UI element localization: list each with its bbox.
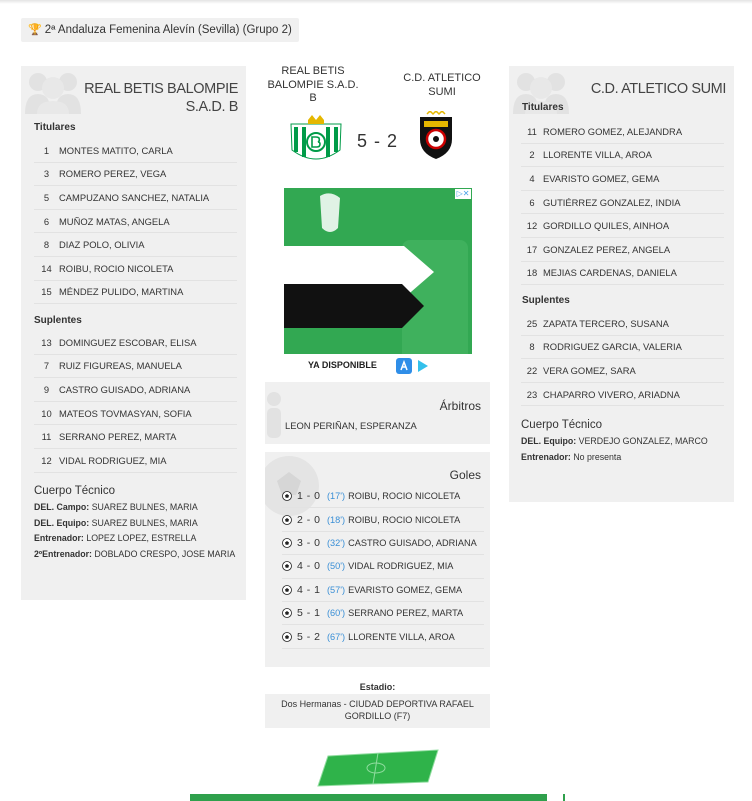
- player-name[interactable]: LLORENTE VILLA, AROA: [543, 149, 652, 161]
- player-number: 11: [527, 125, 537, 137]
- player-name[interactable]: MUÑOZ MATAS, ANGELA: [59, 215, 170, 227]
- player-name[interactable]: VERA GOMEZ, SARA: [543, 364, 636, 376]
- player-row[interactable]: [34, 378, 237, 402]
- player-name[interactable]: GONZALEZ PEREZ, ANGELA: [543, 243, 671, 255]
- goal-score: 4 - 1: [297, 583, 321, 596]
- referee-person-icon: [265, 390, 285, 440]
- referees-panel: [265, 382, 490, 444]
- player-row[interactable]: [34, 233, 237, 257]
- player-row[interactable]: [521, 312, 724, 336]
- staff-role: Entrenador:: [34, 533, 84, 544]
- player-row[interactable]: [34, 449, 237, 473]
- bottom-advertisement[interactable]: [190, 794, 565, 801]
- soccer-ball-icon: [282, 632, 292, 642]
- staff-role: DEL. Equipo:: [521, 436, 577, 446]
- player-name[interactable]: CASTRO GUISADO, ADRIANA: [59, 383, 191, 395]
- player-row[interactable]: [521, 191, 724, 215]
- player-name[interactable]: RODRIGUEZ GARCIA, VALERIA: [543, 341, 682, 353]
- goal-scorer[interactable]: ROIBU, ROCIO NICOLETA: [348, 514, 461, 525]
- top-divider: [0, 0, 752, 4]
- player-number: 25: [526, 317, 538, 329]
- referee-name: LEON PERIÑAN, ESPERANZA: [285, 420, 417, 431]
- staff-row: [34, 500, 244, 516]
- atletico-sumi-crest-icon[interactable]: [418, 111, 454, 161]
- goal-scorer[interactable]: VIDAL RODRIGUEZ, MIA: [348, 561, 454, 572]
- player-number: 10: [41, 407, 52, 419]
- player-number: 5: [43, 191, 50, 203]
- player-row[interactable]: [521, 120, 724, 144]
- goal-score: 3 - 0: [297, 536, 321, 549]
- home-starters-list: [34, 139, 237, 304]
- stadium-label: Estadio:: [359, 682, 396, 692]
- home-subs-label: Suplentes: [34, 315, 82, 326]
- staff-row: [34, 531, 244, 547]
- player-name[interactable]: DIAZ POLO, OLIVIA: [59, 239, 145, 251]
- home-subs-list: [34, 331, 237, 473]
- staff-name: SUAREZ BULNES, MARIA: [91, 502, 198, 512]
- referees-title: Árbitros: [439, 399, 481, 413]
- goal-score: 4 - 0: [297, 560, 321, 573]
- player-number: 7: [43, 360, 50, 372]
- player-number: 18: [526, 267, 538, 279]
- player-name[interactable]: ROMERO PEREZ, VEGA: [59, 168, 167, 180]
- goals-list: [282, 485, 484, 649]
- player-number: 8: [529, 341, 535, 353]
- scoreboard-home-name[interactable]: REAL BETIS BALOMPIE S.A.D. B: [267, 65, 359, 104]
- away-staff-title: Cuerpo Técnico: [521, 419, 602, 431]
- ad-close-icon[interactable]: ▷✕: [456, 189, 470, 198]
- staff-row: [521, 450, 731, 466]
- goal-score: 5 - 2: [297, 630, 321, 643]
- away-team-panel: [509, 66, 734, 502]
- away-staff-list: [521, 434, 731, 465]
- player-row[interactable]: [521, 336, 724, 360]
- goals-panel: [265, 452, 490, 667]
- match-score: 5 - 2: [356, 131, 399, 151]
- player-row[interactable]: [521, 238, 724, 262]
- player-number: 6: [529, 196, 535, 208]
- staff-row: [521, 434, 731, 450]
- away-subs-list: [521, 312, 724, 406]
- competition-badge[interactable]: [21, 18, 299, 42]
- staff-role: DEL. Campo:: [34, 502, 90, 512]
- player-row[interactable]: [521, 383, 724, 407]
- player-row[interactable]: [34, 331, 237, 355]
- player-row[interactable]: [521, 167, 724, 191]
- player-name[interactable]: ROMERO GOMEZ, ALEJANDRA: [543, 125, 683, 137]
- goal-minute: (17'): [327, 491, 346, 502]
- advertisement-banner[interactable]: [284, 188, 472, 376]
- player-name[interactable]: MÉNDEZ PULIDO, MARTINA: [59, 286, 184, 298]
- player-number: 8: [43, 239, 50, 251]
- ad-cta-text: YA DISPONIBLE: [308, 360, 377, 370]
- player-row[interactable]: [521, 144, 724, 168]
- soccer-ball-icon: [282, 561, 292, 571]
- goal-score: 1 - 0: [297, 490, 321, 503]
- goal-row: [282, 508, 484, 531]
- goals-title: Goles: [449, 468, 481, 482]
- staff-name: VERDEJO GONZALEZ, MARCO: [578, 436, 708, 446]
- player-name[interactable]: GORDILLO QUILES, AINHOA: [543, 220, 670, 232]
- goal-scorer[interactable]: ROIBU, ROCIO NICOLETA: [348, 491, 461, 502]
- app-store-icon[interactable]: [396, 358, 412, 374]
- player-row[interactable]: [521, 359, 724, 383]
- away-team-title: C.D. ATLETICO SUMI: [590, 81, 726, 97]
- soccer-ball-icon: [282, 491, 292, 501]
- staff-name: No presenta: [573, 451, 622, 462]
- goal-scorer[interactable]: CASTRO GUISADO, ADRIANA: [348, 537, 477, 548]
- player-name[interactable]: RUIZ FIGUREAS, MANUELA: [59, 360, 182, 372]
- goal-row: [282, 579, 484, 602]
- staff-name: LOPEZ LOPEZ, ESTRELLA: [86, 533, 197, 544]
- soccer-ball-icon: [282, 585, 292, 595]
- soccer-ball-icon: [282, 515, 292, 525]
- player-row[interactable]: [34, 210, 237, 234]
- away-starters-label: Titulares: [522, 102, 564, 113]
- staff-row: [34, 516, 244, 532]
- trophy-icon: 🏆: [28, 24, 42, 36]
- goal-minute: (18'): [327, 514, 346, 525]
- goal-minute: (57'): [327, 584, 346, 595]
- soccer-ball-icon: [282, 608, 292, 618]
- player-number: 14: [41, 262, 52, 274]
- stadium-name[interactable]: Dos Hermanas - CIUDAD DEPORTIVA RAFAEL GORDILLO (F7): [265, 694, 490, 728]
- competition-name: 2ª Andaluza Femenina Alevín (Sevilla) (Grupo 2): [44, 24, 292, 36]
- home-staff-list: [34, 500, 244, 562]
- home-staff-title: Cuerpo Técnico: [34, 485, 115, 497]
- player-name[interactable]: MONTES MATITO, CARLA: [59, 144, 173, 156]
- player-name[interactable]: ZAPATA TERCERO, SUSANA: [543, 317, 669, 329]
- player-row[interactable]: [34, 163, 237, 187]
- player-number: 11: [41, 431, 52, 443]
- goal-row: [282, 485, 484, 508]
- goal-scorer[interactable]: EVARISTO GOMEZ, GEMA: [348, 584, 463, 595]
- home-starters-label: Titulares: [34, 122, 76, 133]
- staff-row: [34, 547, 244, 563]
- player-number: 1: [43, 144, 50, 156]
- player-number: 22: [526, 364, 538, 376]
- home-team-title: REAL BETIS BALOMPIE S.A.D. B: [84, 81, 238, 115]
- staff-role: Entrenador:: [521, 451, 571, 462]
- goal-minute: (50'): [327, 561, 346, 572]
- football-field-icon: [316, 748, 441, 788]
- player-name[interactable]: MEJIAS CARDENAS, DANIELA: [543, 267, 677, 279]
- goal-row: [282, 625, 484, 648]
- player-row[interactable]: [34, 139, 237, 163]
- player-number: 6: [43, 215, 50, 227]
- away-starters-list: [521, 120, 724, 285]
- goal-minute: (32'): [327, 537, 346, 548]
- player-number: 17: [526, 243, 538, 255]
- ad-graphic: [284, 188, 472, 376]
- scoreboard-away-name[interactable]: C.D. ATLETICO SUMI: [403, 72, 481, 98]
- player-row[interactable]: [521, 214, 724, 238]
- player-name[interactable]: ROIBU, ROCIO NICOLETA: [59, 262, 174, 274]
- goal-minute: (60'): [327, 608, 346, 619]
- player-name[interactable]: MATEOS TOVMASYAN, SOFIA: [59, 407, 192, 419]
- player-row[interactable]: [34, 425, 237, 449]
- player-number: 15: [41, 286, 52, 298]
- soccer-ball-icon: [282, 538, 292, 548]
- goal-score: 5 - 1: [297, 607, 321, 620]
- home-team-panel: [21, 66, 246, 600]
- goal-minute: (67'): [327, 631, 346, 642]
- player-row[interactable]: [34, 257, 237, 281]
- player-name[interactable]: GUTIÉRREZ GONZALEZ, INDIA: [543, 196, 681, 208]
- player-number: 23: [526, 388, 538, 400]
- staff-role: DEL. Equipo:: [34, 517, 90, 528]
- goal-row: [282, 555, 484, 578]
- player-number: 12: [526, 220, 538, 232]
- player-name[interactable]: CHAPARRO VIVERO, ARIADNA: [543, 388, 680, 400]
- player-row[interactable]: [34, 355, 237, 379]
- goal-scorer[interactable]: LLORENTE VILLA, AROA: [348, 631, 455, 642]
- player-number: 12: [41, 454, 52, 466]
- goal-row: [282, 602, 484, 625]
- away-subs-label: Suplentes: [522, 295, 570, 306]
- goal-score: 2 - 0: [297, 513, 321, 526]
- goal-row: [282, 532, 484, 555]
- player-name[interactable]: EVARISTO GOMEZ, GEMA: [543, 172, 660, 184]
- player-number: 3: [43, 168, 50, 180]
- ad-footer: [284, 354, 472, 376]
- player-name[interactable]: DOMINGUEZ ESCOBAR, ELISA: [59, 336, 197, 348]
- player-row[interactable]: [34, 186, 237, 210]
- player-row[interactable]: [521, 262, 724, 286]
- goal-scorer[interactable]: SERRANO PEREZ, MARTA: [348, 608, 464, 619]
- player-row[interactable]: [34, 281, 237, 305]
- player-name[interactable]: SERRANO PEREZ, MARTA: [59, 431, 177, 443]
- player-name[interactable]: CAMPUZANO SANCHEZ, NATALIA: [59, 191, 210, 203]
- google-play-icon[interactable]: [415, 358, 431, 374]
- player-row[interactable]: [34, 402, 237, 426]
- player-number: 13: [41, 336, 52, 348]
- staff-name: DOBLADO CRESPO, JOSE MARIA: [94, 548, 236, 559]
- staff-role: 2ºEntrenador:: [34, 548, 92, 559]
- player-number: 2: [529, 149, 535, 161]
- player-number: 4: [529, 172, 535, 184]
- player-number: 9: [43, 383, 50, 395]
- staff-name: SUAREZ BULNES, MARIA: [91, 517, 198, 528]
- betis-crest-icon[interactable]: [288, 114, 344, 166]
- player-name[interactable]: VIDAL RODRIGUEZ, MIA: [59, 454, 167, 466]
- bottom-ad-close-icon[interactable]: [547, 794, 563, 801]
